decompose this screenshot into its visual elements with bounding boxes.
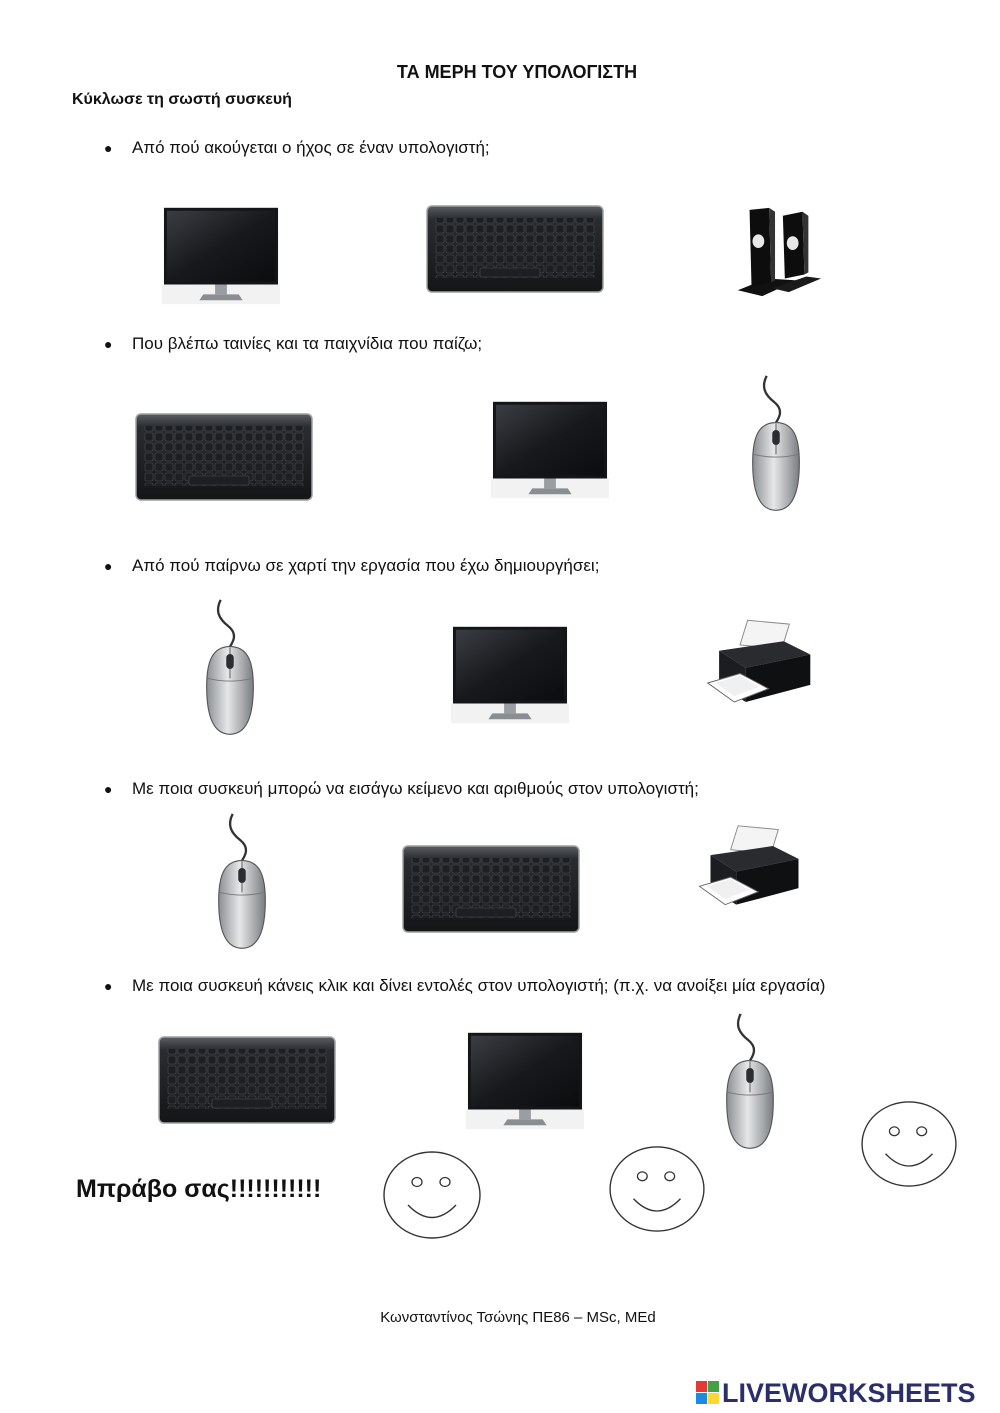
bullet-icon: ● bbox=[104, 558, 113, 574]
keyboard-icon[interactable] bbox=[157, 1035, 337, 1125]
question-text: Από πού παίρνω σε χαρτί την εργασία που έχω δημιουργήσει; bbox=[132, 556, 600, 575]
brand-name: LIVEWORKSHEETS bbox=[722, 1377, 976, 1408]
author-credit: Κωνσταντίνος Τσώνης ΠΕ86 – MSc, MEd bbox=[380, 1309, 656, 1326]
smiley-icon bbox=[858, 1100, 960, 1188]
keyboard-icon[interactable] bbox=[134, 412, 314, 502]
bullet-icon: ● bbox=[104, 140, 113, 156]
page-title: ΤΑ ΜΕΡΗ ΤΟΥ ΥΠΟΛΟΓΙΣΤΗ bbox=[396, 62, 638, 82]
liveworksheets-logo bbox=[696, 1377, 976, 1409]
mouse-icon[interactable] bbox=[214, 808, 270, 956]
question-4 bbox=[104, 779, 699, 799]
mouse-icon[interactable] bbox=[722, 1008, 778, 1156]
bullet-icon: ● bbox=[104, 978, 113, 994]
question-text: Με ποια συσκευή μπορώ να εισάγω κείμενο και αριθμούς στον υπολογιστή; bbox=[132, 779, 699, 798]
monitor-icon[interactable] bbox=[451, 624, 569, 724]
question-text: Που βλέπω ταινίες και τα παιχνίδια που παίζω; bbox=[132, 334, 483, 353]
bullet-icon: ● bbox=[104, 781, 113, 797]
smiley-icon bbox=[606, 1145, 708, 1233]
bullet-icon: ● bbox=[104, 336, 113, 352]
monitor-icon[interactable] bbox=[466, 1030, 584, 1130]
instruction: Κύκλωσε τη σωστή συσκευή bbox=[72, 91, 292, 108]
question-text: Από πού ακούγεται ο ήχος σε έναν υπολογιστή; bbox=[132, 138, 490, 157]
mouse-icon[interactable] bbox=[748, 370, 804, 518]
question-1 bbox=[104, 138, 490, 158]
liveworksheets-logo-icon bbox=[696, 1381, 720, 1405]
praise-text: Μπράβο σας!!!!!!!!!!! bbox=[76, 1175, 322, 1203]
monitor-icon[interactable] bbox=[162, 205, 280, 305]
question-5 bbox=[104, 976, 825, 996]
keyboard-icon[interactable] bbox=[401, 843, 581, 935]
question-text: Με ποια συσκευή κάνεις κλικ και δίνει εντολές στον υπολογιστή; (π.χ. να ανοίξει μία εργασία) bbox=[132, 976, 826, 995]
question-2 bbox=[104, 334, 482, 354]
monitor-icon[interactable] bbox=[491, 399, 609, 499]
speakers-icon[interactable] bbox=[728, 202, 826, 300]
question-3 bbox=[104, 556, 599, 576]
printer-icon[interactable] bbox=[702, 615, 816, 713]
mouse-icon[interactable] bbox=[202, 594, 258, 742]
smiley-icon bbox=[381, 1150, 483, 1240]
printer-icon[interactable] bbox=[694, 820, 804, 916]
keyboard-icon[interactable] bbox=[425, 204, 605, 294]
